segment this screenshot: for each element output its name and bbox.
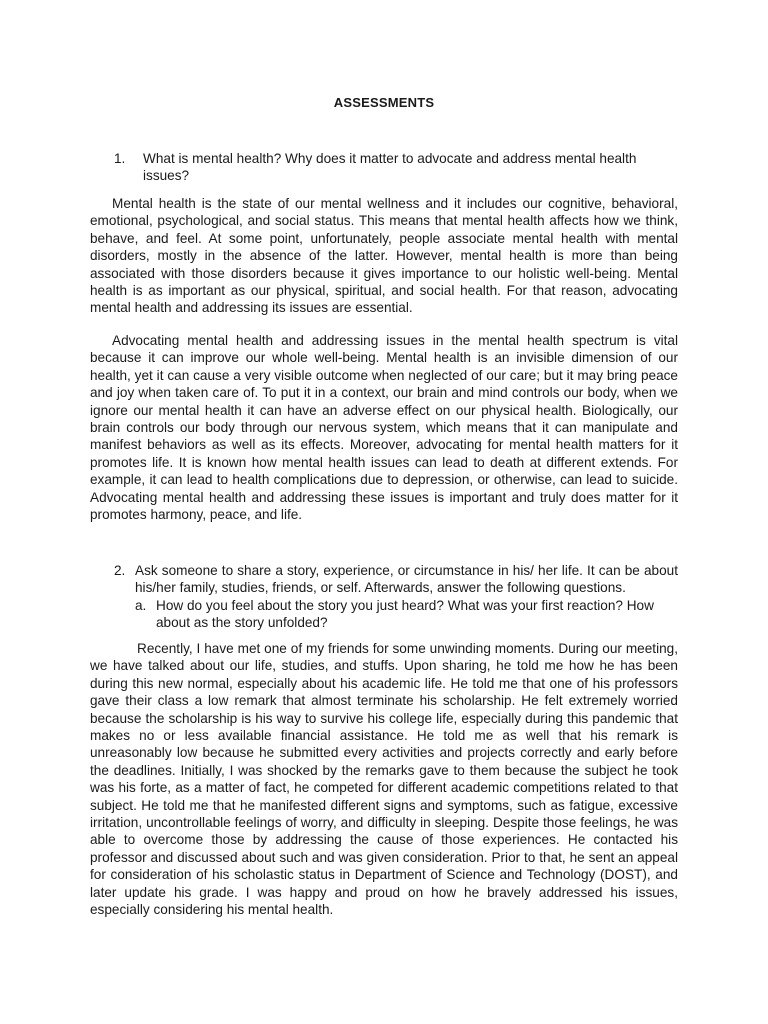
answer-2a-paragraph: Recently, I have met one of my friends for some unwinding moments. During our meeting, we have talked about our life, studies, and stuffs. Upon sharing, he told me how he has been during this new normal, especially about his academic life. He told me that one of his professors gave their class a low remark that almost terminate his scholarship. He felt extremely worried because the scholarship is his way to survive his college life, especially during this pandemic that makes no or less available financial assistance. He told me as well that his remark is unreasonably low because he submitted every activities and projects correctly and early before the deadlines. Initially, I was shocked by the remarks gave to them because the subject he took was his forte, as a matter of fact, he competed for different academic competitions related to that subject. He told me that he manifested different signs and symptoms, such as fatigue, excessive irritation, uncontrollable feelings of worry, and difficulty in sleeping. Despite those feelings, he was able to overcome those by addressing the cause of those experiences. He contacted his professor and discussed about such and was given consideration. Prior to that, he sent an appeal for consideration of his scholastic status in Department of Science and Technology (DOST), and later update his grade. I was happy and proud on how he bravely addressed his issues, especially considering his mental health.: [90, 641, 678, 918]
question-2a: [135, 597, 678, 632]
question-2a-label: a.: [135, 598, 147, 613]
question-2: [114, 562, 678, 597]
question-2a-text: How do you feel about the story you just heard? What was your first reaction? How about as the story unfolded?: [156, 598, 654, 631]
answer-1-paragraph-2: Advocating mental health and addressing issues in the mental health spectrum is vital because it can improve our whole well-being. Mental health is an invisible dimension of our health, yet it can cause a very visible outcome when neglected of our care; but it may bring peace and joy when taken care of. To put it in a context, our brain and mind controls our body, when we ignore our mental health it can have an adverse effect on our physical health. Biologically, our brain controls our body through our nervous system, which means that it can manipulate and manifest behaviors as well as its effects. Moreover, advocating for mental health matters for it promotes life. It is known how mental health issues can lead to death at different extends. For example, it can lead to health complications due to depression, or otherwise, can lead to suicide. Advocating mental health and addressing these issues is important and truly does matter for it promotes harmony, peace, and life.: [90, 333, 678, 523]
question-2-text: Ask someone to share a story, experience, or circumstance in his/ her life. It can be about his/her family, studies, friends, or self. Afterwards, answer the following questions.: [135, 563, 678, 596]
page-title: ASSESSMENTS: [333, 95, 435, 110]
question-1-number: 1.: [114, 151, 126, 166]
question-1-text: What is mental health? Why does it matter to advocate and address mental health issues?: [143, 151, 637, 184]
question-2-number: 2.: [114, 563, 126, 578]
answer-1-paragraph-1: Mental health is the state of our mental wellness and it includes our cognitive, behavioral, emotional, psychological, and social status. This means that mental health affects how we think, behave, and feel. At some point, unfortunately, people associate mental health with mental disorders, mostly in the absence of the latter. However, mental health is more than being associated with those disorders because it gives importance to our holistic well-being. Mental health is as important as our physical, spiritual, and social health. For that reason, advocating mental health and addressing its issues are essential.: [90, 196, 678, 316]
question-1: [114, 150, 678, 185]
